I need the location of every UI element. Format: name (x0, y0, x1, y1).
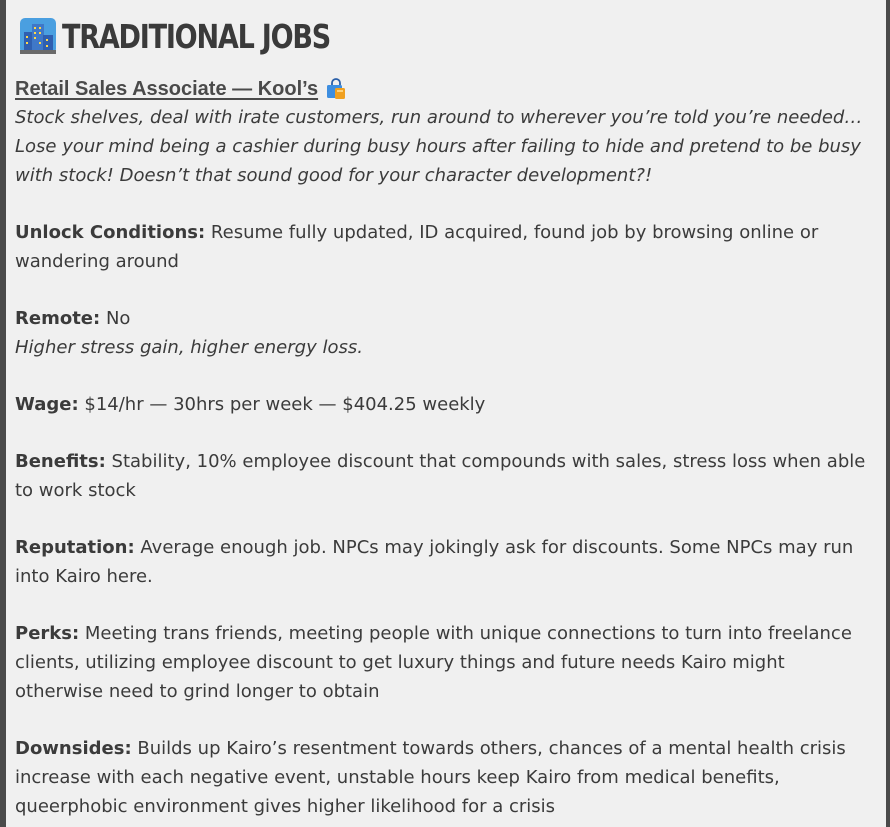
shopping-bag-icon (325, 78, 347, 100)
reputation (15, 533, 873, 591)
perks-value: Meeting trans friends, meeting people with unique connections to turn into freelance clients, utilizing employee discount to get luxury things and future needs Kairo might otherwise need to grind longer to obtain (15, 623, 852, 702)
reputation-label: Reputation: (15, 537, 135, 558)
downsides (15, 734, 873, 821)
job-description: Stock shelves, deal with irate customers, run around to wherever you’re told you’re needed… Lose your mind being a cashier during busy hours after failing to hide and pretend to be busy with stock! Doesn’t that sound good for your character development?! (15, 107, 863, 186)
left-border (0, 0, 6, 827)
section-title: TRADITIONAL JOBS (62, 16, 331, 56)
job-card (15, 14, 873, 821)
downsides-label: Downsides: (15, 738, 132, 759)
wage-label: Wage: (15, 394, 79, 415)
perks-label: Perks: (15, 623, 80, 644)
unlock-label: Unlock Conditions: (15, 222, 206, 243)
downsides-value: Builds up Kairo’s resentment towards others, chances of a mental health crisis increase with each negative event, unstable hours keep Kairo from medical benefits, queerphobic environment gives higher likelihood for a crisis (15, 738, 846, 817)
unlock-conditions (15, 218, 873, 276)
job-title-line (15, 75, 873, 103)
remote-note: Higher stress gain, higher energy loss. (15, 337, 363, 358)
perks (15, 619, 873, 706)
unlock-value: Resume fully updated, ID acquired, found job by browsing online or wandering around (15, 222, 819, 272)
wage-value: $14/hr — 30hrs per week — $404.25 weekly (84, 394, 486, 415)
remote-label: Remote: (15, 308, 101, 329)
city-buildings-icon (20, 18, 56, 54)
remote (15, 304, 873, 333)
wage (15, 390, 873, 419)
remote-value: No (105, 308, 131, 329)
benefits-label: Benefits: (15, 451, 106, 472)
section-heading (20, 14, 873, 58)
right-border (886, 0, 890, 827)
job-title: Retail Sales Associate — Kool’s (15, 77, 319, 100)
benefits (15, 447, 873, 505)
reputation-value: Average enough job. NPCs may jokingly ask for discounts. Some NPCs may run into Kairo here. (15, 537, 854, 587)
benefits-value: Stability, 10% employee discount that compounds with sales, stress loss when able to work stock (15, 451, 866, 501)
